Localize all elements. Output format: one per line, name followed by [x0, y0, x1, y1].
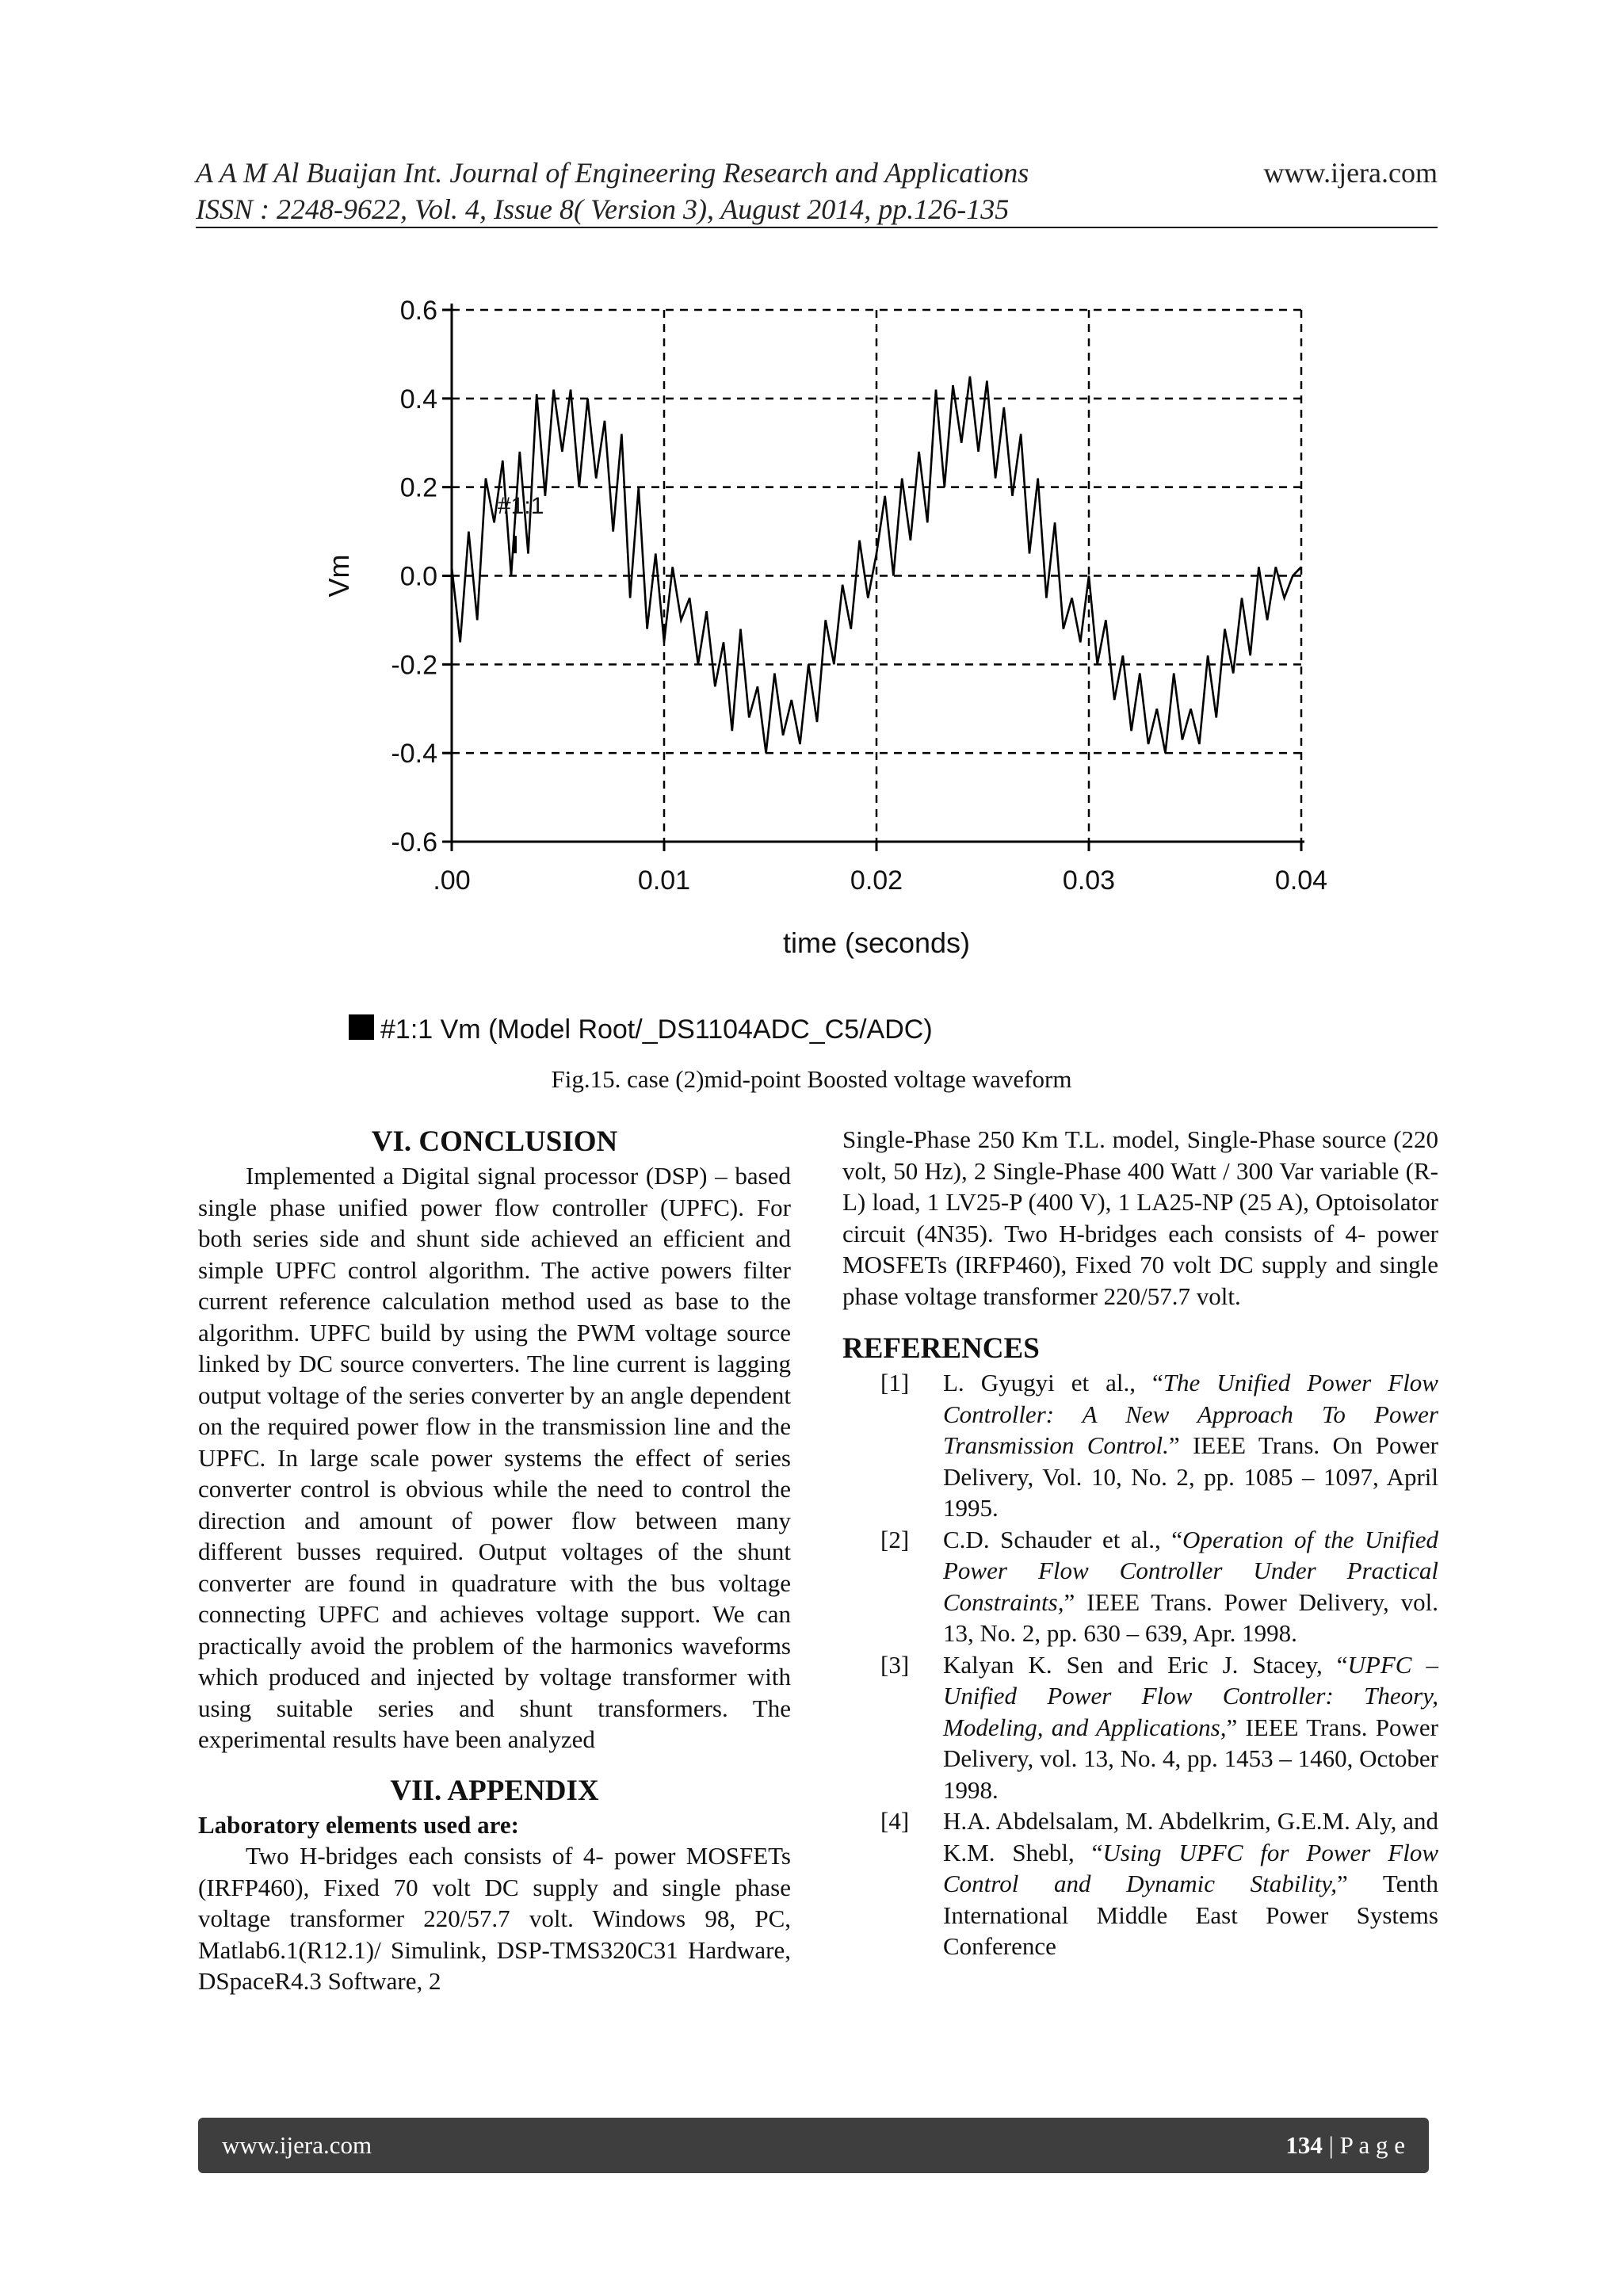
conclusion-body: Implemented a Digital signal processor (DSP) – based single phase unified power flow controller (UPFC). For both series side and shunt side achieved an efficient and simple UPFC control algorithm. The active powers filter current reference calculation method used as base to the algorithm. UPFC build by using the PWM voltage source linked by DC source converters. The line current is lagging output voltage of the series converter by an angle dependent on the required power flow in the transmission line and the UPFC. In large scale power systems the effect of series converter control is obvious while the need to control the direction and amount of power flow between many different busses required. Output voltages of the shunt converter are found in quadrature with the bus voltage connecting UPFC and achieves voltage support. We can practically avoid the problem of the harmonics waveforms which produced and injected by voltage transformer with using suitable series and shunt transformers. The experimental results have been analyzed	[198, 1162, 791, 1753]
figure-caption: Fig.15. case (2)mid-point Boosted voltage waveform	[551, 1065, 1072, 1093]
reference-text	[943, 1805, 1438, 1962]
reference-authors: L. Gyugyi et al., “	[943, 1369, 1163, 1396]
appendix-subheading: Laboratory elements used are:	[198, 1810, 519, 1839]
journal-line: A A M Al Buaijan Int. Journal of Engineering Research and Applications	[196, 157, 1029, 189]
right-column	[842, 1124, 1438, 1962]
reference-authors: Kalyan K. Sen and Eric J. Stacey, “	[943, 1650, 1348, 1679]
reference-item	[842, 1367, 1438, 1524]
legend-label: #1:1 Vm (Model Root/_DS1104ADC_C5/ADC)	[380, 1014, 933, 1045]
reference-title: Using UPFC for Power Flow Control and Dynamic Stability,	[943, 1838, 1438, 1897]
x-tick-label: .00	[433, 865, 471, 896]
reference-item	[842, 1805, 1438, 1962]
reference-number: [3]	[880, 1650, 910, 1679]
x-axis-label: time (seconds)	[782, 926, 971, 959]
reference-source: ” IEEE Trans. Power Delivery, vol. 13, No. 2, pp. 630 – 639, Apr. 1998.	[943, 1587, 1438, 1647]
page-label: | P a g e	[1322, 2131, 1405, 2159]
reference-authors: C.D. Schauder et al., “	[943, 1525, 1183, 1553]
y-tick-label: 0.0	[399, 561, 437, 592]
voltage-waveform-chart	[309, 281, 1355, 1062]
y-tick-label: 0.2	[399, 472, 437, 503]
reference-title: The Unified Power Flow Controller: A New Approach To Power Transmission Control.	[943, 1369, 1438, 1459]
reference-item	[842, 1524, 1438, 1649]
y-tick-label: -0.6	[391, 827, 437, 858]
left-column	[198, 1124, 791, 1997]
reference-number: [1]	[880, 1369, 910, 1396]
running-header	[196, 155, 1029, 227]
x-tick-label: 0.04	[1274, 865, 1328, 896]
legend-swatch	[349, 1014, 374, 1040]
x-tick-label: 0.02	[850, 865, 903, 896]
reference-text	[943, 1367, 1438, 1524]
reference-text	[943, 1524, 1438, 1649]
reference-number: [2]	[880, 1525, 910, 1553]
appendix-body: Two H-bridges each consists of 4- power MOSFETs (IRFP460), Fixed 70 volt DC supply and single phase voltage transformer 220/57.7 volt. Windows 98, PC, Matlab6.1(R12.1)/ Simulink, DSP-TMS320C31 Hardware, DSpaceR4.3 Software, 2	[198, 1842, 791, 1995]
reference-title: Operation of the Unified Power Flow Controller Under Practical Constraints,	[943, 1525, 1438, 1616]
reference-authors: H.A. Abdelsalam, M. Abdelkrim, G.E.M. Aly, and K.M. Shebl, “	[943, 1807, 1438, 1866]
y-axis-label: Vm	[323, 554, 355, 598]
cursor-label: #1:1	[498, 493, 544, 520]
header-rule	[196, 227, 1438, 228]
page-indicator	[1285, 2131, 1405, 2160]
references-heading: REFERENCES	[842, 1332, 1040, 1365]
header-website-link[interactable]: www.ijera.com	[1263, 157, 1438, 189]
reference-source: ” IEEE Trans. Power Delivery, vol. 13, No. 4, pp. 1453 – 1460, October 1998.	[943, 1713, 1438, 1804]
footer-website-link[interactable]: www.ijera.com	[222, 2131, 372, 2159]
y-tick-label: -0.4	[391, 739, 437, 770]
reference-number: [4]	[880, 1807, 910, 1835]
y-tick-label: -0.2	[391, 650, 437, 681]
reference-title: UPFC – Unified Power Flow Controller: Theory, Modeling, and Applications,	[943, 1650, 1438, 1741]
issn-line: ISSN : 2248-9622, Vol. 4, Issue 8( Version 3), August 2014, pp.126-135	[196, 193, 1010, 225]
reference-item	[842, 1649, 1438, 1806]
reference-list	[842, 1367, 1438, 1962]
reference-text	[943, 1649, 1438, 1806]
appendix-continued: Single-Phase 250 Km T.L. model, Single-Phase source (220 volt, 50 Hz), 2 Single-Phase 400 Watt / 300 Var variable (R-L) load, 1 LV25-P (400 V), 1 LA25-NP (25 A), Optoisolator circuit (4N35). Two H-bridges each consists of 4- power MOSFETs (IRFP460), Fixed 70 volt DC supply and single phase voltage transformer 220/57.7 volt.	[842, 1125, 1438, 1310]
reference-source: ” Tenth International Middle East Power Systems Conference	[943, 1870, 1438, 1960]
appendix-heading: VII. APPENDIX	[390, 1774, 599, 1807]
page-number: 134	[1285, 2131, 1323, 2159]
y-tick-label: 0.4	[399, 384, 437, 415]
y-tick-label: 0.6	[399, 296, 437, 326]
reference-source: ” IEEE Trans. On Power Delivery, Vol. 10, No. 2, pp. 1085 – 1097, April 1995.	[943, 1431, 1439, 1522]
x-tick-label: 0.01	[637, 865, 691, 896]
conclusion-heading: VI. CONCLUSION	[371, 1125, 618, 1158]
x-tick-label: 0.03	[1062, 865, 1116, 896]
cursor-marker	[513, 536, 517, 553]
page-footer	[198, 2118, 1429, 2173]
